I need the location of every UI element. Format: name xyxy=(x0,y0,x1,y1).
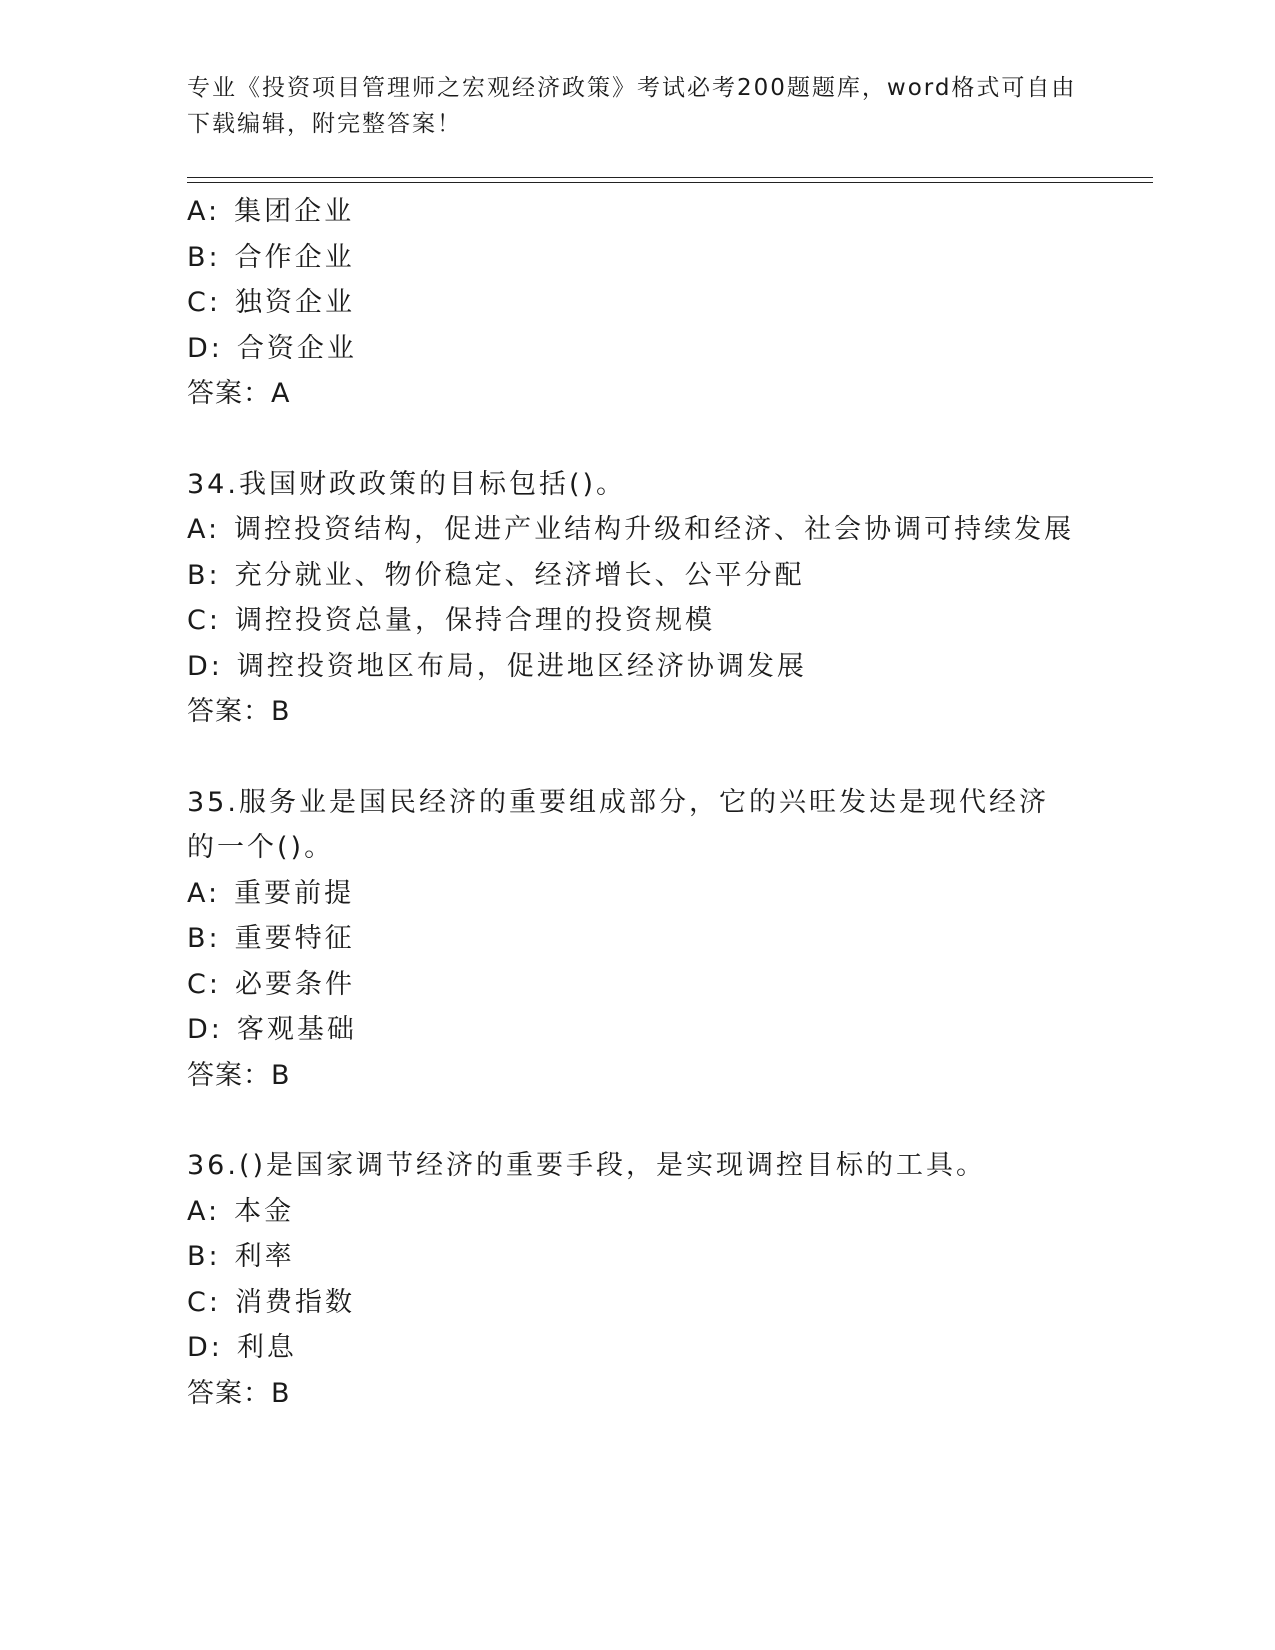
question-block-prev xyxy=(187,189,1127,417)
document-header: 专业《投资项目管理师之宏观经济政策》考试必考200题题库，word格式可自由下载编辑，附完整答案！ xyxy=(187,75,1077,137)
option-b: B: 合作企业 xyxy=(187,241,355,273)
answer-line: 答案：B xyxy=(187,1377,291,1409)
question-block-35 xyxy=(187,780,1127,1099)
option-d: D: 客观基础 xyxy=(187,1014,357,1045)
option-c: C: 调控投资总量，保持合理的投资规模 xyxy=(187,605,715,636)
option-d: D: 调控投资地区布局，促进地区经济协调发展 xyxy=(187,650,807,682)
option-a: A: 本金 xyxy=(187,1195,295,1227)
question-stem: 34.我国财政政策的目标包括()。 xyxy=(187,468,627,500)
answer-line: 答案：A xyxy=(187,378,291,409)
option-b: B: 重要特征 xyxy=(187,923,355,954)
header-rule-top xyxy=(187,177,1153,178)
option-b: B: 充分就业、物价稳定、经济增长、公平分配 xyxy=(187,559,805,591)
spacer xyxy=(187,735,1127,780)
question-list xyxy=(187,189,1127,1416)
spacer xyxy=(187,417,1127,462)
header-rule-bottom xyxy=(187,182,1153,183)
spacer xyxy=(187,1098,1127,1143)
option-c: C: 消费指数 xyxy=(187,1286,355,1318)
option-b: B: 利率 xyxy=(187,1241,295,1272)
question-stem: 36.()是国家调节经济的重要手段，是实现调控目标的工具。 xyxy=(187,1150,987,1181)
option-d: D: 利息 xyxy=(187,1332,297,1363)
answer-line: 答案：B xyxy=(187,696,291,727)
option-a: A: 重要前提 xyxy=(187,877,355,909)
option-a: A: 集团企业 xyxy=(187,196,355,227)
option-a: A: 调控投资结构，促进产业结构升级和经济、社会协调可持续发展 xyxy=(187,514,1075,545)
question-stem: 35.服务业是国民经济的重要组成部分，它的兴旺发达是现代经济的一个()。 xyxy=(187,786,1049,863)
option-c: C: 独资企业 xyxy=(187,287,355,318)
question-block-34 xyxy=(187,462,1127,735)
option-d: D: 合资企业 xyxy=(187,332,357,364)
option-c: C: 必要条件 xyxy=(187,968,355,1000)
answer-line: 答案：B xyxy=(187,1059,291,1091)
question-block-36 xyxy=(187,1143,1127,1416)
